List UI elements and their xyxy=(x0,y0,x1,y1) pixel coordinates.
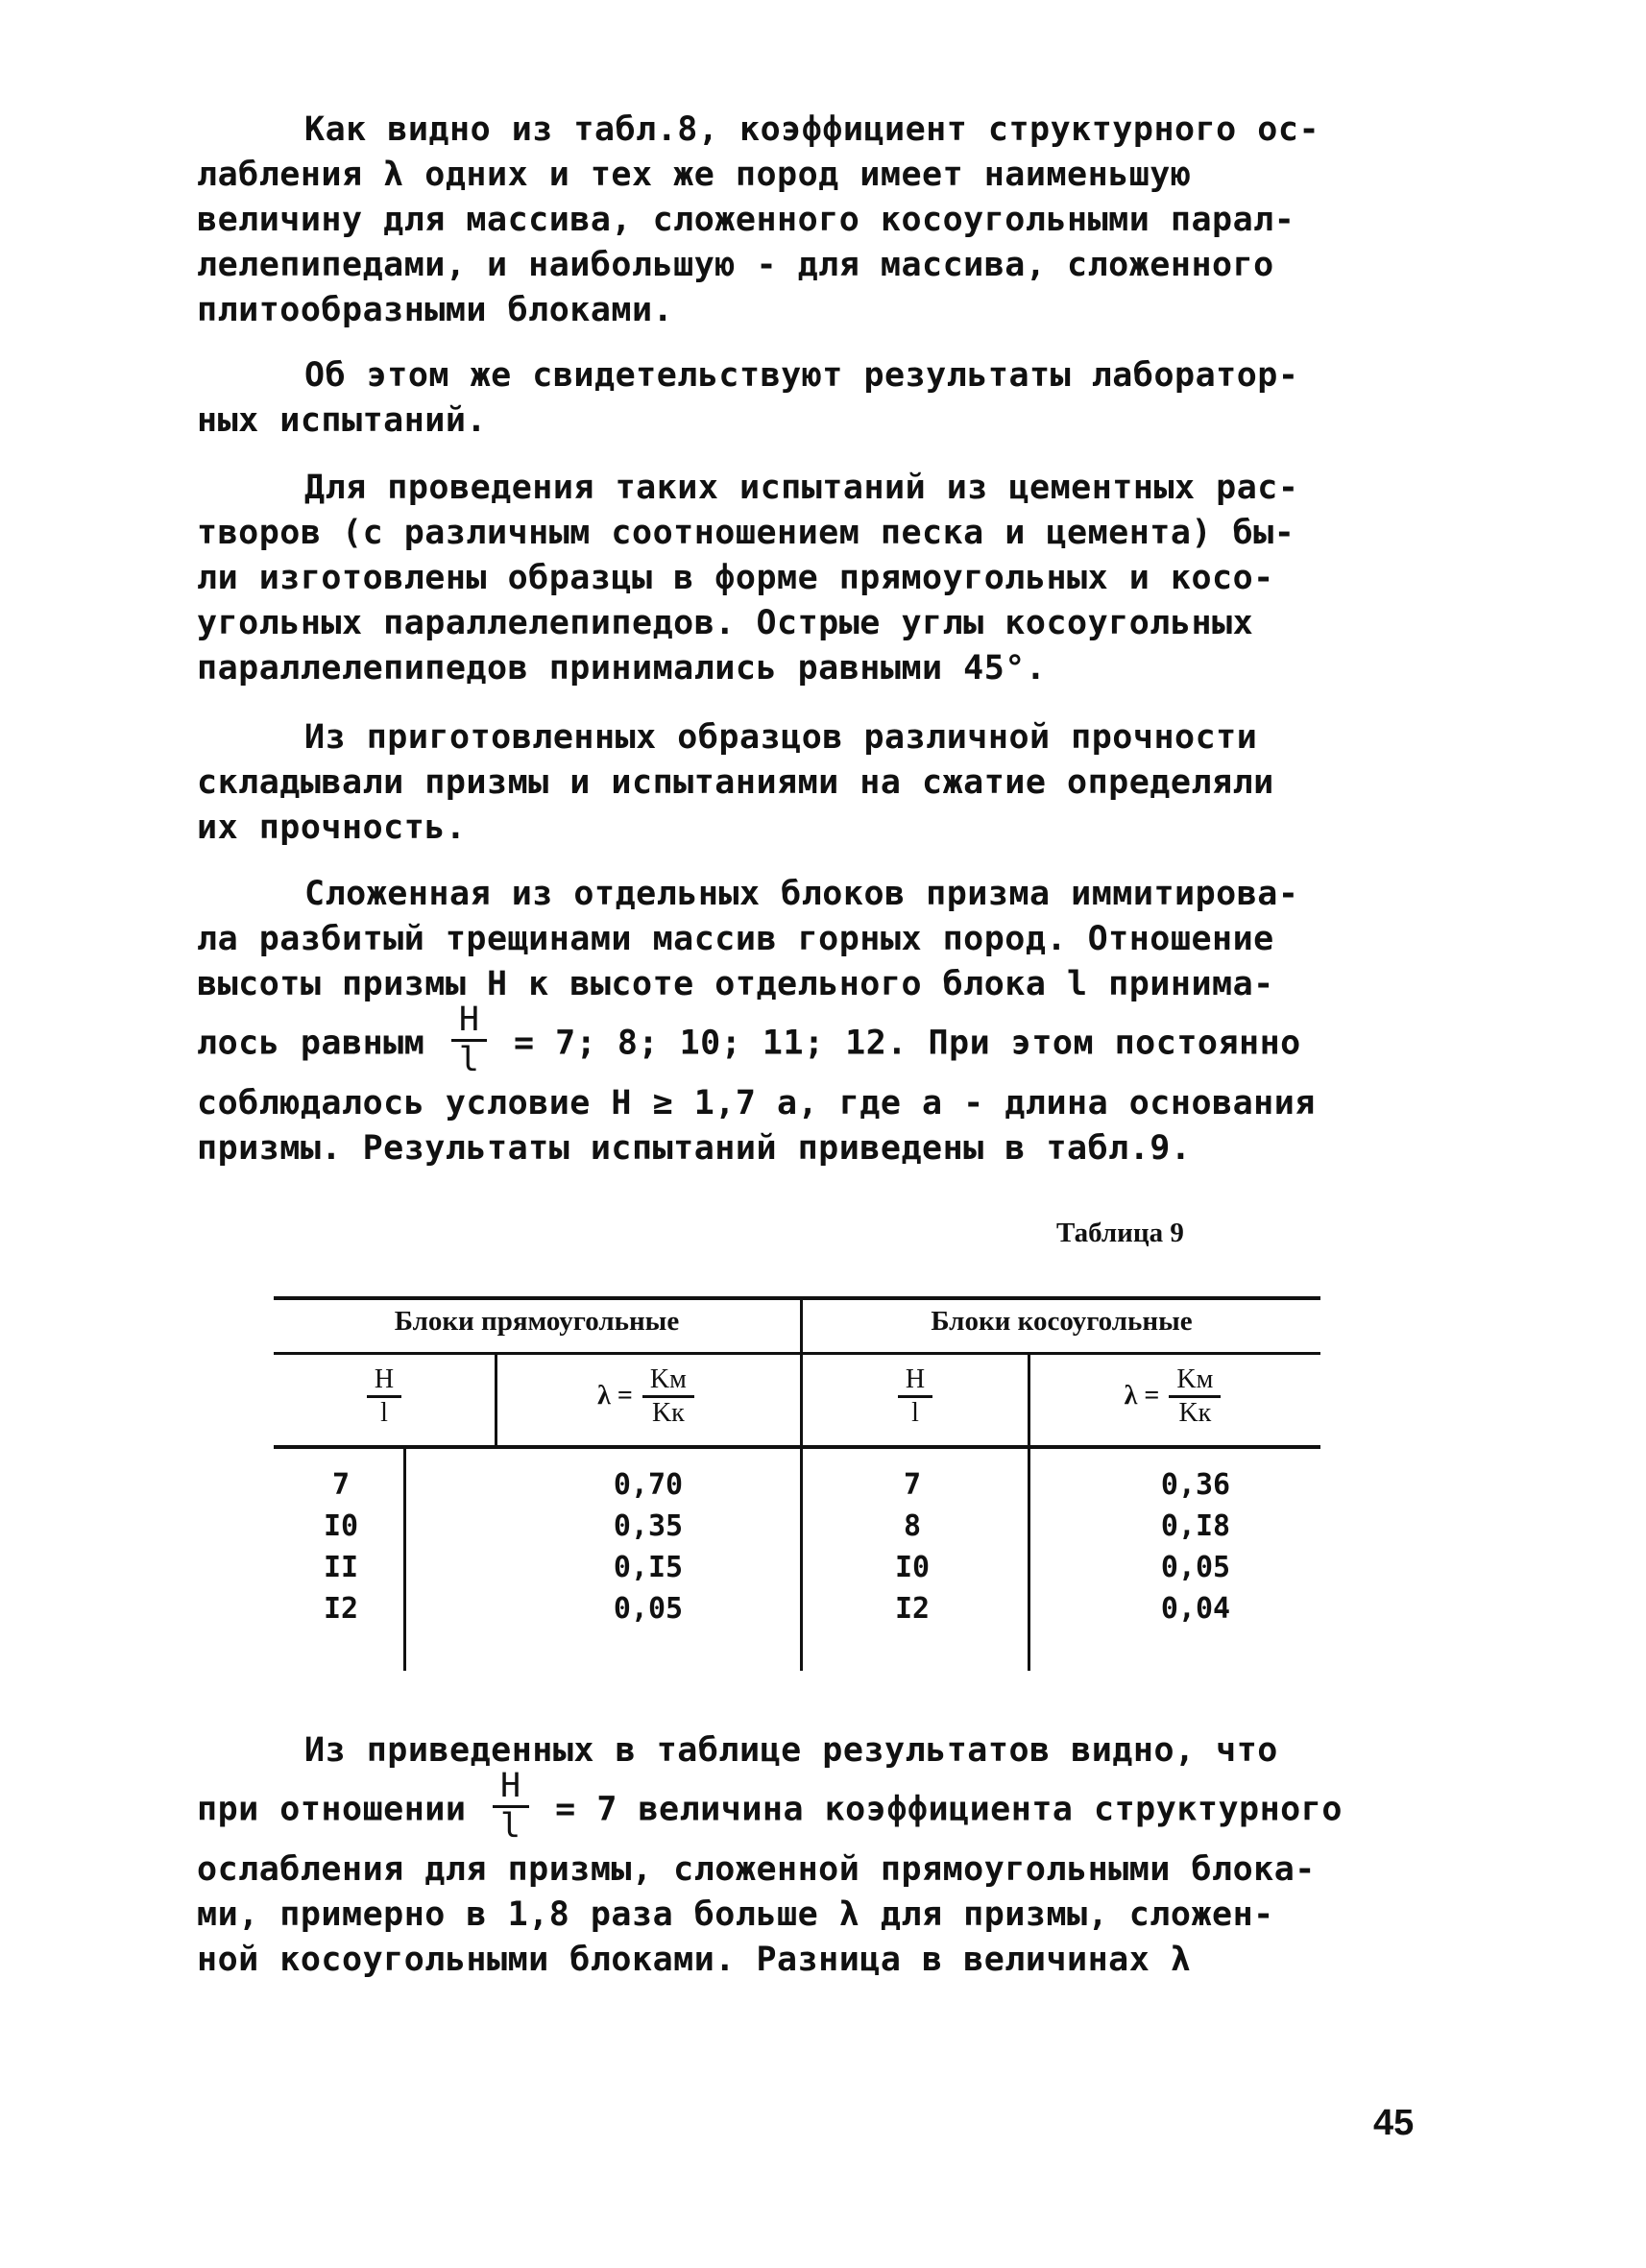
column-oblique-h-over-l xyxy=(850,1464,975,1629)
lambda-prefix: λ = xyxy=(1124,1381,1160,1411)
text-line: Как видно из табл.8, коэффициент структурного ос- xyxy=(304,110,1320,149)
text-line: Для проведения таких испытаний из цементных рас- xyxy=(304,469,1299,507)
table-cell: I0 xyxy=(894,1551,931,1584)
text-segment: лось равным xyxy=(197,1024,425,1063)
fraction-h-over-l xyxy=(367,1363,401,1428)
table-top-rule xyxy=(274,1296,1320,1300)
paragraph-3 xyxy=(197,466,1445,691)
text-line: Из приготовленных образцов различной прочности xyxy=(304,718,1258,757)
paragraph-1 xyxy=(197,108,1445,333)
table-cell: 0,04 xyxy=(1160,1592,1231,1626)
header-h-over-l-oblique xyxy=(803,1354,1028,1438)
table-cell: I2 xyxy=(894,1592,931,1626)
paragraph-6 xyxy=(197,1728,1445,1983)
text-line: ла разбитый трещинами массив горных пород. Отношение xyxy=(197,920,1274,958)
table-cell: 0,36 xyxy=(1160,1468,1231,1502)
text-line: Из приведенных в таблице результатов видно, что xyxy=(304,1731,1278,1770)
fraction-km-over-kk xyxy=(1169,1363,1221,1428)
text-line: творов (с различным соотношением песка и цемента) бы- xyxy=(197,514,1295,552)
table-cell: 0,35 xyxy=(613,1509,684,1543)
text-line: плитообразными блоками. xyxy=(197,291,674,329)
fraction-denominator: Kк xyxy=(651,1397,685,1428)
text-line: ных испытаний. xyxy=(197,401,488,440)
paragraph-5 xyxy=(197,872,1445,1171)
column-rect-h-over-l xyxy=(303,1464,379,1629)
table-cell: 7 xyxy=(331,1468,351,1502)
table-cell: I0 xyxy=(323,1509,359,1543)
text-line: лабления λ одних и тех же пород имеет наименьшую xyxy=(197,156,1192,194)
text-line: складывали призмы и испытаниями на сжатие определяли xyxy=(197,763,1274,802)
table-group-divider xyxy=(800,1296,803,1671)
fraction-km-over-kk xyxy=(642,1363,694,1428)
table-cell: 0,05 xyxy=(613,1592,684,1626)
table-cell: 8 xyxy=(903,1509,922,1543)
text-line-with-fraction xyxy=(197,1001,1445,1081)
fraction-numerator: Kм xyxy=(642,1366,694,1398)
table-cell: II xyxy=(323,1551,359,1584)
text-line: призмы. Результаты испытаний приведены в табл.9. xyxy=(197,1129,1192,1168)
text-segment: = 7; 8; 10; 11; 12. При этом постоянно xyxy=(514,1024,1301,1063)
header-lambda-oblique xyxy=(1030,1354,1320,1438)
table-column-divider xyxy=(403,1445,406,1671)
fraction-h-over-l xyxy=(451,1003,488,1077)
table-cell: 7 xyxy=(903,1468,922,1502)
paragraph-2 xyxy=(197,353,1445,444)
fraction-numerator: H xyxy=(451,1003,488,1042)
table-column-divider xyxy=(1028,1445,1030,1671)
group-header-rectangular: Блоки прямоугольные xyxy=(394,1306,680,1337)
text-line: лелепипедами, и наибольшую - для массива, сложенного xyxy=(197,246,1274,284)
fraction-denominator: l xyxy=(380,1397,388,1428)
text-line: ли изготовлены образцы в форме прямоугольных и косо- xyxy=(197,559,1274,597)
text-line: соблюдалось условие H ≥ 1,7 а, где а - длина основания xyxy=(197,1084,1316,1122)
text-line: Сложенная из отдельных блоков призма иммитирова- xyxy=(304,875,1299,913)
text-segment: при отношении xyxy=(197,1790,467,1829)
fraction-denominator: l xyxy=(458,1041,480,1079)
fraction-denominator: l xyxy=(911,1397,919,1428)
fraction-h-over-l xyxy=(898,1363,932,1428)
table-9 xyxy=(274,1296,1320,1671)
fraction-numerator: Kм xyxy=(1169,1366,1221,1398)
fraction-h-over-l xyxy=(493,1767,529,1846)
text-line-with-fraction xyxy=(197,1767,1445,1847)
column-rect-lambda xyxy=(552,1464,744,1629)
text-line: ной косоугольными блоками. Разница в величинах λ xyxy=(197,1941,1192,1979)
fraction-denominator: l xyxy=(500,1807,521,1846)
table-cell: 0,I8 xyxy=(1160,1509,1231,1543)
text-segment: = 7 величина коэффициента структурного xyxy=(555,1790,1343,1829)
table-cell: I2 xyxy=(323,1592,359,1626)
text-line: их прочность. xyxy=(197,808,467,847)
text-line: ослабления для призмы, сложенной прямоугольными блока- xyxy=(197,1850,1316,1889)
text-line: угольных параллелепипедов. Острые углы косоугольных xyxy=(197,604,1254,642)
table-cell: 0,I5 xyxy=(613,1551,684,1584)
page-number: 45 xyxy=(1373,2103,1415,2143)
paragraph-4 xyxy=(197,715,1445,851)
text-line: ми, примерно в 1,8 раза больше λ для призмы, сложен- xyxy=(197,1895,1274,1934)
table-caption: Таблица 9 xyxy=(1056,1218,1184,1248)
table-cell: 0,05 xyxy=(1160,1551,1231,1584)
text-line: параллелепипедов принимались равными 45°. xyxy=(197,649,1047,688)
table-cell: 0,70 xyxy=(613,1468,684,1502)
fraction-numerator: H xyxy=(898,1366,932,1398)
lambda-prefix: λ = xyxy=(597,1381,633,1411)
header-lambda-rect xyxy=(497,1354,800,1438)
header-h-over-l-rect xyxy=(274,1354,495,1438)
fraction-numerator: H xyxy=(493,1770,529,1808)
text-line: высоты призмы H к высоте отдельного блока l принима- xyxy=(197,965,1274,1003)
table-body-rule xyxy=(274,1445,1320,1449)
fraction-numerator: H xyxy=(367,1366,401,1398)
group-header-oblique: Блоки косоугольные xyxy=(931,1306,1193,1337)
text-line: величину для массива, сложенного косоугольными парал- xyxy=(197,201,1295,239)
fraction-denominator: Kк xyxy=(1178,1397,1212,1428)
column-oblique-lambda xyxy=(1119,1464,1272,1629)
text-line: Об этом же свидетельствуют результаты лаборатор- xyxy=(304,356,1299,395)
